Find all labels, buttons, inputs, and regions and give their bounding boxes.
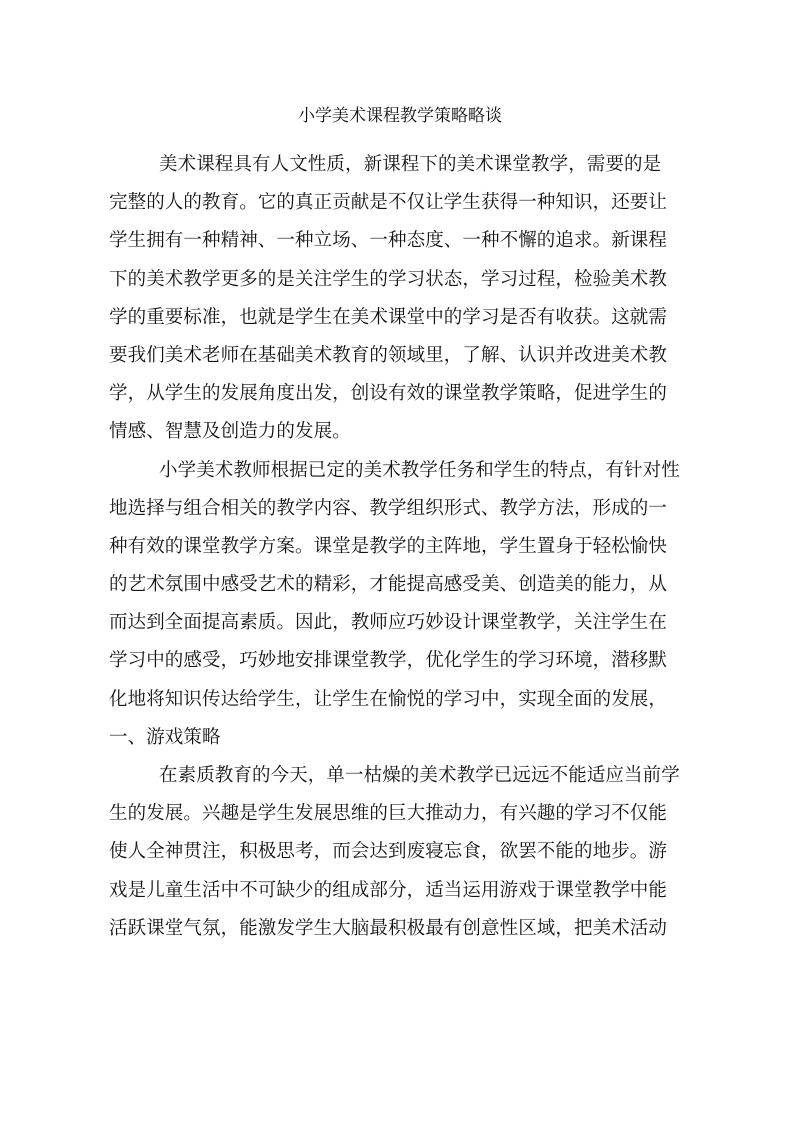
section-heading: 一、游戏策略: [109, 726, 221, 748]
paragraph-line: 戏是儿童生活中不可缺少的组成部分，适当运用游戏于课堂教学中能: [109, 879, 668, 901]
paragraph-line: 活跃课堂气氛，能激发学生大脑最积极最有创意性区域，把美术活动: [109, 917, 668, 939]
paragraph-line: 情感、智慧及创造力的发展。: [109, 421, 351, 443]
paragraph-line: 要我们美术老师在基础美术教育的领域里，了解、认识并改进美术教: [109, 344, 668, 366]
paragraph-line: 学生拥有一种精神、一种立场、一种态度、一种不懈的追求。新课程: [109, 230, 668, 252]
paragraph-line: 完整的人的教育。它的真正贡献是不仅让学生获得一种知识，还要让: [109, 192, 668, 214]
paragraph-line: 学习中的感受，巧妙地安排课堂教学，优化学生的学习环境，潜移默: [109, 650, 668, 672]
paragraph-line: 学，从学生的发展角度出发，创设有效的课堂教学策略，促进学生的: [109, 383, 668, 405]
document-title: 小学美术课程教学策略略谈: [298, 106, 502, 126]
paragraph-line: 小学美术教师根据已定的美术教学任务和学生的特点，有针对性: [159, 459, 680, 481]
paragraph-line: 美术课程具有人文性质，新课程下的美术课堂教学，需要的是: [159, 154, 662, 175]
paragraph-line: 在素质教育的今天，单一枯燥的美术教学已远远不能适应当前学: [159, 765, 680, 786]
paragraph-line: 种有效的课堂教学方案。课堂是教学的主阵地，学生置身于轻松愉快: [109, 535, 668, 557]
paragraph-line: 下的美术教学更多的是关注学生的学习状态，学习过程，检验美术教: [109, 268, 668, 290]
paragraph-line: 的艺术氛围中感受艺术的精彩，才能提高感受美、创造美的能力，从: [109, 574, 668, 596]
document-body: [109, 146, 699, 948]
paragraph-line: 使人全神贯注，积极思考，而会达到废寝忘食，欲罢不能的地步。游: [109, 841, 668, 863]
paragraph-line: 生的发展。兴趣是学生发展思维的巨大推动力，有兴趣的学习不仅能: [109, 803, 668, 825]
paragraph-line: 学的重要标准，也就是学生在美术课堂中的学习是否有收获。这就需: [109, 306, 668, 328]
paragraph-line: 地选择与组合相关的教学内容、教学组织形式、教学方法，形成的一: [109, 497, 668, 519]
paragraph-line: 而达到全面提高素质。因此，教师应巧妙设计课堂教学，关注学生在: [109, 612, 668, 634]
paragraph-line: 化地将知识传达给学生，让学生在愉悦的学习中，实现全面的发展，: [109, 688, 668, 710]
